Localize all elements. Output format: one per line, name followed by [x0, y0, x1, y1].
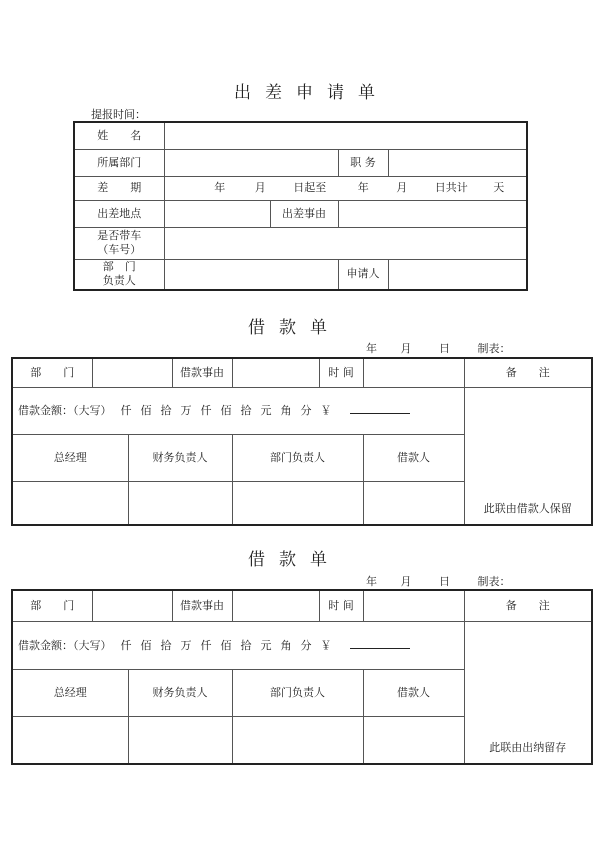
time-field[interactable]: [363, 358, 464, 387]
year-label: 年: [357, 181, 369, 194]
copy-note: 此联由出纳留存: [464, 621, 592, 764]
month-label: 月: [400, 342, 412, 355]
loan-reason-label: 借款事由: [172, 590, 232, 621]
time-field[interactable]: [363, 590, 464, 621]
dept-head-label: 部门负责人: [232, 669, 363, 716]
dept-head-signature[interactable]: [232, 716, 363, 764]
day-label: 日: [439, 575, 450, 588]
period-field[interactable]: [164, 176, 527, 200]
loan-amount-field[interactable]: [12, 387, 464, 434]
amount-unit: 拾: [160, 638, 172, 652]
amount-unit: 仟: [200, 638, 212, 652]
prepared-by-label: 制表：: [477, 575, 511, 588]
day-total-label: 日共计: [434, 181, 468, 194]
month-label: 月: [254, 181, 266, 194]
reason-label: 出差事由: [270, 200, 338, 227]
amount-unit: 佰: [140, 638, 152, 652]
year-label: 年: [366, 342, 377, 355]
amount-unit: ￥: [320, 638, 332, 652]
amount-unit: 元: [260, 404, 272, 417]
copy-note: 此联由借款人保留: [464, 387, 592, 525]
amount-unit: 万: [180, 638, 192, 652]
amount-unit: 拾: [240, 638, 252, 652]
department-label: 部 门: [12, 590, 92, 621]
amount-unit: 角: [280, 404, 292, 417]
finance-head-signature[interactable]: [128, 481, 232, 525]
amount-unit: ￥: [320, 404, 332, 417]
loan-date-line: [366, 573, 511, 589]
reason-field[interactable]: [338, 200, 527, 227]
loan-reason-field[interactable]: [232, 590, 319, 621]
amount-unit: 仟: [120, 638, 132, 652]
amount-unit: 佰: [220, 404, 232, 417]
finance-head-label: 财务负责人: [128, 669, 232, 716]
loan-date-line: [366, 340, 511, 356]
location-label: 出差地点: [74, 200, 164, 227]
finance-head-signature[interactable]: [128, 716, 232, 764]
loan-amount-field[interactable]: [12, 621, 464, 669]
dept-head-signature[interactable]: [232, 481, 363, 525]
department-label: 部 门: [12, 358, 92, 387]
amount-figure-line[interactable]: [350, 638, 410, 649]
amount-unit: 佰: [220, 638, 232, 652]
loan-reason-field[interactable]: [232, 358, 319, 387]
borrower-label: 借款人: [363, 669, 464, 716]
general-manager-label: 总经理: [12, 434, 128, 481]
amount-figure-line[interactable]: [350, 403, 410, 414]
applicant-field[interactable]: [388, 259, 527, 290]
amount-unit: 元: [260, 638, 272, 652]
amount-unit: 拾: [240, 404, 252, 417]
car-label-line2: （车号）: [97, 243, 142, 256]
amount-unit: 仟: [120, 404, 132, 417]
day-from-label: 日起至: [293, 181, 327, 194]
department-field[interactable]: [92, 358, 172, 387]
general-manager-label: 总经理: [12, 669, 128, 716]
borrower-signature[interactable]: [363, 716, 464, 764]
travel-form-title: 出差申请单: [234, 83, 389, 103]
location-field[interactable]: [164, 200, 270, 227]
car-field[interactable]: [164, 227, 527, 259]
name-field[interactable]: [164, 122, 527, 149]
borrower-label: 借款人: [363, 434, 464, 481]
general-manager-signature[interactable]: [12, 481, 128, 525]
dept-head-line2: 负责人: [102, 274, 136, 288]
remarks-label: 备 注: [464, 590, 592, 621]
travel-application-table: [73, 121, 528, 291]
dept-head-label: 部门负责人: [232, 434, 363, 481]
general-manager-signature[interactable]: [12, 716, 128, 764]
days-label: 天: [493, 181, 505, 194]
car-label-line1: 是否带车: [97, 229, 142, 242]
amount-unit: 佰: [140, 404, 152, 417]
loan-form-title: 借款单: [248, 318, 341, 338]
amount-unit: 角: [280, 638, 292, 652]
car-label: [74, 227, 164, 259]
year-label: 年: [214, 181, 226, 194]
amount-unit: 仟: [200, 404, 212, 417]
day-label: 日: [439, 342, 450, 355]
period-label: 差 期: [74, 176, 164, 200]
submit-time-label: 提报时间：: [91, 108, 146, 121]
loan-reason-label: 借款事由: [172, 358, 232, 387]
amount-unit: 拾: [160, 404, 172, 417]
time-label: 时 间: [319, 358, 363, 387]
finance-head-label: 财务负责人: [128, 434, 232, 481]
position-label: 职 务: [338, 149, 388, 176]
amount-units: [121, 639, 341, 652]
amount-unit: 分: [300, 404, 312, 417]
dept-head-line1: 部 门: [102, 260, 136, 274]
month-label: 月: [396, 181, 408, 194]
department-label: 所属部门: [74, 149, 164, 176]
borrower-signature[interactable]: [363, 481, 464, 525]
prepared-by-label: 制表：: [477, 342, 511, 355]
loan-table: [11, 589, 593, 765]
amount-unit: 万: [180, 404, 192, 417]
loan-table: [11, 357, 593, 526]
name-label: 姓 名: [74, 122, 164, 149]
amount-unit: 分: [300, 638, 312, 652]
position-field[interactable]: [388, 149, 527, 176]
amount-label: 借款金额：（大写）: [18, 638, 112, 652]
year-label: 年: [366, 575, 377, 588]
applicant-label: 申请人: [338, 259, 388, 290]
remarks-label: 备 注: [464, 358, 592, 387]
department-field[interactable]: [92, 590, 172, 621]
department-field[interactable]: [164, 149, 338, 176]
dept-head-label: [74, 259, 164, 290]
dept-head-field[interactable]: [164, 259, 338, 290]
time-label: 时 间: [319, 590, 363, 621]
amount-label: 借款金额：（大写）: [18, 404, 112, 417]
month-label: 月: [400, 575, 412, 588]
amount-units: [121, 404, 341, 417]
loan-form-title: 借款单: [248, 550, 341, 570]
